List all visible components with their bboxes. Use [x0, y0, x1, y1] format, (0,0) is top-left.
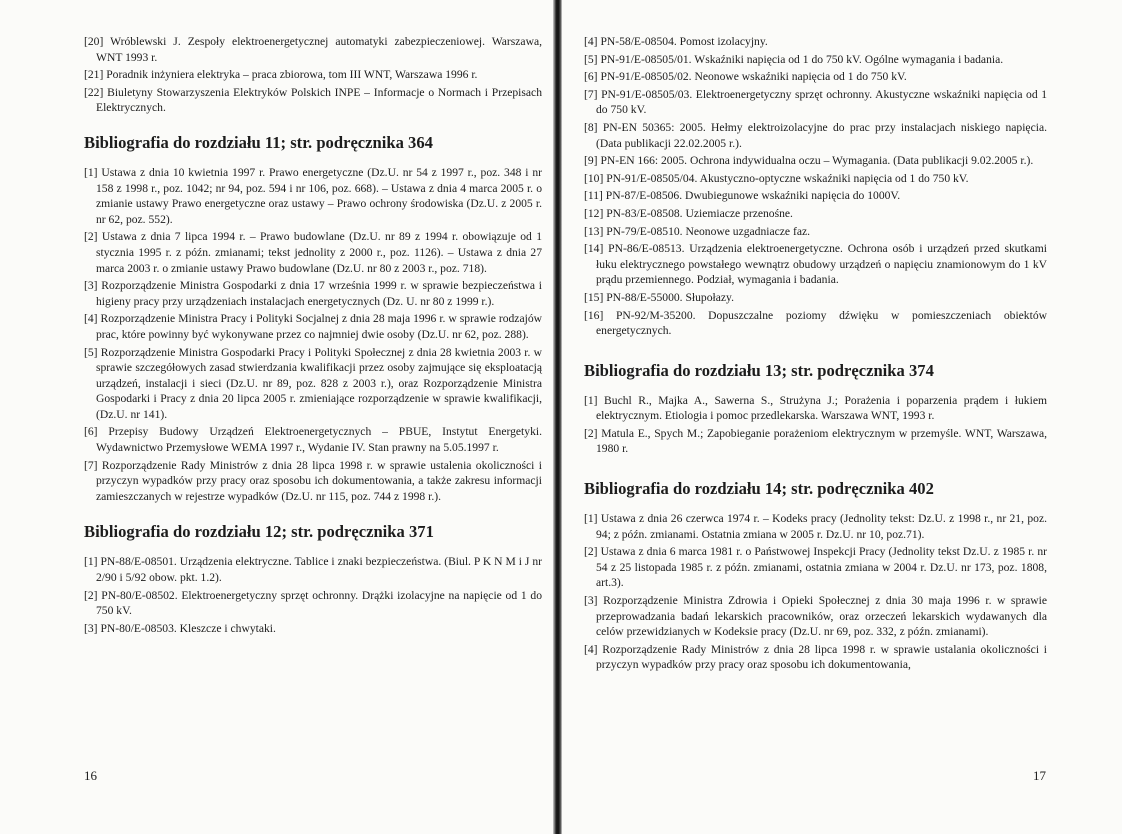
bib-entry: [2] PN-80/E-08502. Elektroenergetyczny sprzęt ochronny. Drążki izolacyjne na napięcie od 1 do 750 kV.	[84, 588, 543, 618]
bib-entry-r9: [9] PN-EN 166: 2005. Ochrona indywidualna oczu – Wymagania. (Data publikacji 9.02.2005 r.).	[584, 154, 1034, 168]
bib-entry: [6] Przepisy Budowy Urządzeń Elektroenergetycznych – PBUE, Instytut Energetyki. Wydawnictwo Przemysłowe WEMA 1997 r., Wydanie IV. Stan prawny na 5.05.1997 r.	[84, 425, 542, 455]
bib-entry: [1] PN-88/E-08501. Urządzenia elektryczne. Tablice i znaki bezpieczeństwa. (Biul. P K N M i J nr 2/90 i 5/92 obow. pkt. 1.2).	[84, 555, 542, 585]
bib-entry-r11: [11] PN-87/E-08506. Dwubiegunowe wskaźniki napięcia do 1000V.	[584, 189, 901, 203]
bib-entry: [2] Matula E., Spych M.; Zapobieganie porażeniom elektrycznym w przemyśle. WNT, Warszawa, 1980 r.	[584, 426, 1047, 456]
section-heading-ch12: Bibliografia do rozdziału 12; str. podręcznika 371	[84, 522, 434, 542]
section-heading-ch14: Bibliografia do rozdziału 14; str. podręcznika 402	[584, 479, 934, 499]
bib-entry: [1] Ustawa z dnia 26 czerwca 1974 r. – Kodeks pracy (Jednolity tekst: Dz.U. z 1998 r., nr 21, poz. 94; z późn. zmianami. Ostatnia zmiana w 2005 r. Dz.U. nr 10, poz.71).	[584, 512, 1047, 541]
bib-entry: [3] PN-80/E-08503. Kleszcze i chwytaki.	[84, 621, 276, 635]
bib-entry: [1] Ustawa z dnia 10 kwietnia 1997 r. Prawo energetyczne (Dz.U. nr 54 z 1997 r., poz. 348 i nr 158 z 1998 r., poz. 1042; nr 94, poz. 594 i nr 106, poz. 668). – Ustawa z dnia 4 marca 2005 r. o zmianie ustawy Prawo energetyczne oraz ustawy – Prawo ochrony środowiska (Dz.U. z 2005 r. nr 62, poz. 552).	[84, 165, 542, 226]
bib-entry: [2] Ustawa z dnia 6 marca 1981 r. o Państwowej Inspekcji Pracy (Jednolity tekst Dz.U. z 1985 r. nr 54 z 25 listopada 1985 r. z późn. zmianami, ostatnia zmiana w 2004 r. Dz.U. nr 173, poz. 1808, art.3).	[584, 545, 1047, 590]
page-number: 16	[84, 768, 97, 783]
bib-entry-r15: [15] PN-88/E-55000. Słupołazy.	[584, 290, 734, 304]
section-11-entries	[84, 165, 542, 504]
bib-entry-r10: [10] PN-91/E-08505/04. Akustyczno-optyczne wskaźniki napięcia od 1 do 750 kV.	[584, 171, 969, 185]
bib-entry-l22: [22] Biuletyny Stowarzyszenia Elektryków Polskich INPE – Informacje o Normach i Przepisach Elektrycznych.	[84, 85, 542, 115]
bib-entry: [1] Buchl R., Majka A., Sawerna S., Strużyna J.; Porażenia i poparzenia prądem i łukiem elektrycznym. Etiologia i pomoc przedlekarska. Warszawa WNT, 1993 r.	[584, 393, 1047, 423]
left-page-content	[84, 34, 542, 638]
section-heading-ch13: Bibliografia do rozdziału 13; str. podręcznika 374	[584, 360, 934, 380]
bib-entry-r13: [13] PN-79/E-08510. Neonowe uzgadniacze faz.	[584, 224, 811, 238]
book-spine	[553, 0, 562, 834]
bib-entry: [4] Rozporządzenie Rady Ministrów z dnia 28 lipca 1998 r. w sprawie ustalania okoliczności i przyczyn wypadków przy pracy oraz sposobu ich dokumentowania,	[584, 642, 1047, 672]
right-top-entries	[584, 34, 1047, 339]
bib-entry: [7] Rozporządzenie Rady Ministrów z dnia 28 lipca 1998 r. w sprawie ustalenia okoliczności i przyczyn wypadków przy pracy oraz sposobu ich dokumentowania, a także zakresu informacji zamieszczanych w rejestrze wypadków (Dz.U. nr 115, poz. 744 z 1998 r.).	[84, 458, 542, 503]
bib-entry-l20: [20] Wróblewski J. Zespoły elektroenergetycznej automatyki zabezpieczeniowej. Warszawa, WNT 1993 r.	[84, 35, 542, 64]
bib-entry: [3] Rozporządzenie Ministra Zdrowia i Opieki Społecznej z dnia 30 maja 1996 r. w sprawie przeprowadzania badań lekarskich pracowników, oraz orzeczeń lekarskich wydawanych dla celów przewidzianych w Kodeksie pracy (Dz.U. nr 69, poz. 332, z późn. zmianami).	[584, 594, 1047, 639]
bib-entry-l21: [21] Poradnik inżyniera elektryka – praca zbiorowa, tom III WNT, Warszawa 1996 r.	[84, 68, 478, 82]
section-heading-ch11: Bibliografia do rozdziału 11; str. podręcznika 364	[84, 132, 433, 152]
right-page-content	[584, 34, 1047, 675]
bib-entry: [5] Rozporządzenie Ministra Gospodarki Pracy i Polityki Społecznej z dnia 28 kwietnia 2003 r. w sprawie szczegółowych zasad stwierdzania kwalifikacji przez osoby zajmujące się eksploatacją urządzeń, instalacji i sieci (Dz.U. nr 89, poz. 828 z 2003 r.), oraz Rozporządzenie Ministra Gospodarki i Pracy z dnia 20 lipca 2005 r. zmieniające rozporządzenie w sprawie kwalifikacji, (Dz.U. nr 141).	[84, 345, 542, 421]
bib-entry-r8: [8] PN-EN 50365: 2005. Hełmy elektroizolacyjne do prac przy instalacjach niskiego napięcia. (Data publikacji 22.02.2005 r.).	[584, 120, 1047, 150]
page-number: 17	[1033, 768, 1046, 783]
bib-entry-r5: [5] PN-91/E-08505/01. Wskaźniki napięcia od 1 do 750 kV. Ogólne wymagania i badania.	[584, 52, 1004, 66]
bib-entry-r4: [4] PN-58/E-08504. Pomost izolacyjny.	[584, 35, 768, 48]
bib-entry-r16: [16] PN-92/M-35200. Dopuszczalne poziomy dźwięku w pomieszczeniach obiektów energetycznych.	[584, 308, 1047, 338]
bib-entry: [4] Rozporządzenie Ministra Pracy i Polityki Socjalnej z dnia 28 maja 1996 r. w sprawie rodzajów prac, które powinny być wykonywane przez co najmniej dwie osoby (Dz.U. nr 62, poz. 288).	[84, 312, 542, 341]
left-page	[0, 0, 553, 834]
section-12-entries	[84, 554, 542, 636]
bib-entry-r6: [6] PN-91/E-08505/02. Neonowe wskaźniki napięcia od 1 do 750 kV.	[584, 70, 907, 84]
left-top-entries	[84, 34, 542, 116]
bib-entry-r14: [14] PN-86/E-08513. Urządzenia elektroenergetyczne. Ochrona osób i urządzeń przed skutkami łuku elektrycznego powstałego wewnątrz obudowy urządzeń o napięciu znamionowym do 1 kV prądu przemiennego. Podział, wymagania i badania.	[584, 242, 1047, 287]
section-13-entries	[584, 393, 1047, 457]
bib-entry-r12: [12] PN-83/E-08508. Uziemiacze przenośne.	[584, 206, 793, 220]
right-page	[562, 0, 1122, 834]
bib-entry-r7: [7] PN-91/E-08505/03. Elektroenergetyczny sprzęt ochronny. Akustyczne wskaźniki napięcia od 1 do 750 kV.	[584, 87, 1047, 117]
bib-entry: [3] Rozporządzenie Ministra Gospodarki z dnia 17 września 1999 r. w sprawie bezpieczeństwa i higieny pracy przy urządzeniach instalacjach energetycznych (Dz. U. nr 80 z 1999 r.).	[84, 279, 543, 308]
section-14-entries	[584, 511, 1047, 673]
bib-entry: [2] Ustawa z dnia 7 lipca 1994 r. – Prawo budowlane (Dz.U. nr 89 z 1994 r. obowiązuje od 1 stycznia 1995 r. z późn. zmianami; tekst jednolity z 2000 r., poz. 1126). – Ustawa z dnia 27 marca 2003 r. o zmianie ustawy Prawo budowlane (Dz.U. nr 80 z 2003 r., poz. 718).	[84, 230, 543, 275]
